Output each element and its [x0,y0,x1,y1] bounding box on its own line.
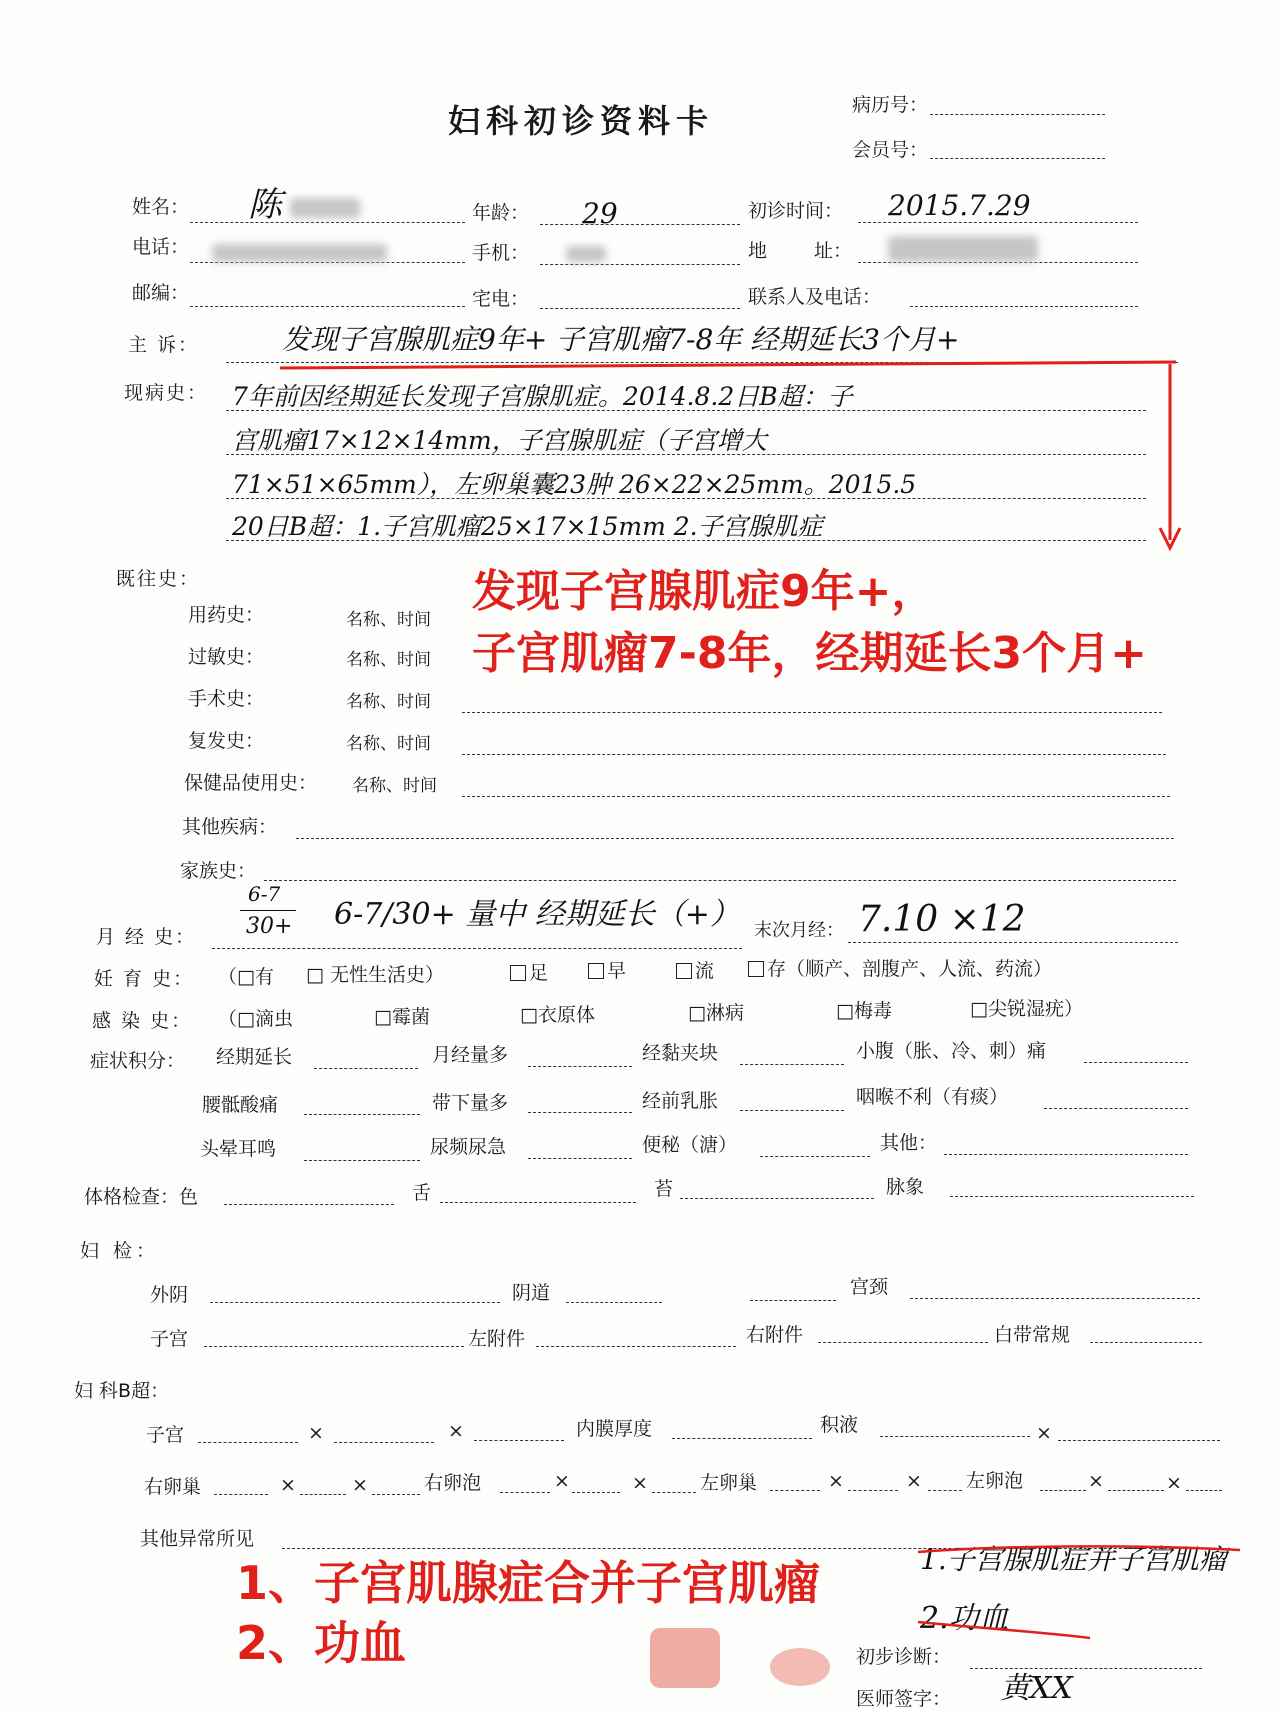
right-follicle-label: 右卵泡 [424,1472,482,1494]
bus-x-1: × [308,1422,324,1444]
diagnosis-red-underline-2 [918,1622,1090,1638]
allergy-label: 过敏史： [188,646,265,668]
left-ovary-label: 左卵巢 [700,1472,758,1494]
last-period-value: 7.10 ×12 [858,899,1026,940]
pregnancy-opt-have: （□有 [218,966,274,988]
effusion-label: 积液 [820,1414,859,1436]
form-title: 妇科初诊资料卡 [448,102,715,140]
pregnancy-opt-full: 足 [510,964,548,983]
last-period-label: 末次月经： [754,920,844,941]
red-annotation-2-line1: 1、子宫肌腺症合并子宫肌瘤 [236,1556,821,1610]
diagnosis-hw-line1: 1.子宫腺肌症并子宫肌瘤 [920,1543,1227,1576]
doctor-signature: 黄XX [1000,1671,1073,1706]
menstrual-fraction-bottom: 30+ [246,914,293,939]
home-phone-label: 宅电： [472,288,530,310]
bus-x-6: × [554,1470,570,1492]
bus-x-4: × [280,1474,296,1496]
complaint-handwriting: 发现子宫腺肌症9年+ 子宫肌瘤7-8年 经期延长3个月+ [282,323,960,356]
medication-sub: 名称、时间 [346,610,431,630]
past-history-label: 既往史： [116,568,201,590]
complaint-label: 主 诉： [128,334,200,356]
infection-opt-trichomonas: （□滴虫 [218,1008,293,1030]
tongue-label: 舌 [412,1182,432,1204]
symptom-dizziness: 头晕耳鸣 [200,1138,277,1160]
vulva-label: 外阴 [150,1284,189,1306]
address-label-2: 址： [814,240,853,262]
mobile-label: 手机： [472,242,530,264]
surgery-sub: 名称、时间 [346,692,431,712]
complaint-underline [280,362,1176,368]
medication-label: 用药史： [188,604,265,626]
right-adnexa-label: 右附件 [746,1324,804,1346]
red-annotation-1-line1: 发现子宫腺肌症9年+， [472,566,936,617]
present-hw-line-1: 7年前因经期延长发现子宫腺肌症。2014.8.2日B超：子 [232,382,853,411]
first-visit-label: 初诊时间： [748,200,844,222]
postcode-label: 邮编： [132,282,190,304]
infection-opt-gonorrhea: □淋病 [688,1002,744,1024]
diagnosis-hw-line2: 2.功血 [920,1601,1009,1636]
symptom-constipation: 便秘（溏） [642,1134,738,1156]
present-hw-line-4: 20日B超：1.子宫肌瘤25×17×15mm 2.子宫腺肌症 [232,512,823,541]
present-history-label: 现病史： [124,382,209,404]
vagina-label: 阴道 [512,1282,551,1304]
bus-uterus-label: 子宫 [146,1424,185,1446]
age-label: 年龄： [472,202,530,224]
present-hw-line-3: 71×51×65mm），左卵巢囊23肿 26×22×25mm。2015.5 [232,470,917,499]
symptom-clots: 经黏夹块 [642,1042,719,1064]
menstrual-value: 6-7/30+ 量中 经期延长（+） [334,897,740,932]
member-no-label: 会员号： [852,139,929,161]
left-adnexa-label: 左附件 [468,1328,526,1350]
allergy-sub: 名称、时间 [346,650,431,670]
bus-x-9: × [906,1470,922,1492]
bus-x-2: × [448,1420,464,1442]
pregnancy-opt-no-sex: □ 无性生活史） [306,964,444,986]
symptom-urinary: 尿频尿急 [430,1136,507,1158]
bus-x-3: × [1036,1422,1052,1444]
contact-label: 联系人及电话： [748,286,882,308]
diagnosis-red-underline-1 [918,1546,1240,1552]
symptom-score-label: 症状积分： [90,1050,186,1072]
bus-x-8: × [828,1470,844,1492]
pregnancy-opt-abortion: 流 [676,962,714,981]
red-annotation-1-line2: 子宫肌瘤7-8年，经期延长3个月+ [472,628,1147,679]
name-value: 陈 [248,185,282,225]
symptom-throat: 咽喉不利（有痰） [856,1086,1009,1108]
symptom-backache: 腰骶酸痛 [202,1094,279,1116]
diagnosis-label: 初步诊断： [856,1646,952,1668]
health-product-sub: 名称、时间 [352,776,437,796]
symptom-other: 其他： [880,1132,938,1154]
pregnancy-opt-living: 存（顺产、剖腹产、人流、药流） [748,960,1052,979]
phone-label: 电话： [132,236,190,258]
present-hw-line-2: 宫肌瘤17×12×14mm，子宫腺肌症（子宫增大 [232,426,767,455]
recurrence-label: 复发史： [188,730,265,752]
record-no-label: 病历号： [852,94,929,116]
red-annotation-2-line2: 2、功血 [236,1616,407,1670]
right-ovary-label: 右卵巢 [144,1476,202,1498]
pregnancy-label: 妊 育 史： [94,968,195,990]
infection-opt-fungus: □霉菌 [374,1006,430,1028]
other-disease-label: 其他疾病： [182,816,278,838]
infection-opt-chlamydia: □衣原体 [520,1004,595,1026]
age-value: 29 [582,197,618,230]
leukorrhea-label: 白带常规 [994,1324,1071,1346]
address-label-1: 地 [748,240,768,262]
infection-label: 感 染 史： [92,1010,193,1032]
left-follicle-label: 左卵泡 [966,1470,1024,1492]
bus-x-11: × [1166,1472,1182,1494]
coating-label: 苔 [654,1178,674,1200]
infection-opt-syphilis: □梅毒 [836,1000,892,1022]
endometrium-label: 内膜厚度 [576,1418,653,1440]
doctor-signature-label: 医师签字： [856,1688,952,1710]
family-history-label: 家族史： [180,860,257,882]
b-ultrasound-label: 妇 科B超： [74,1380,170,1402]
cervix-label: 宫颈 [850,1276,889,1298]
symptom-heavy: 月经量多 [432,1044,509,1066]
bus-x-7: × [632,1472,648,1494]
uterus-label: 子宫 [150,1328,189,1350]
name-label: 姓名： [132,196,190,218]
menstrual-label: 月 经 史： [96,926,197,948]
surgery-label: 手术史： [188,688,265,710]
first-visit-value: 2015.7.29 [888,189,1031,222]
recurrence-sub: 名称、时间 [346,734,431,754]
menstrual-fraction-top: 6-7 [248,882,281,906]
symptom-breast: 经前乳胀 [642,1090,719,1112]
pregnancy-opt-premature: 早 [588,962,626,981]
other-abnormal-label: 其他异常所见 [140,1528,255,1550]
bus-x-5: × [352,1474,368,1496]
health-product-label: 保健品使用史： [184,772,318,794]
infection-opt-warts: □尖锐湿疣） [970,998,1083,1020]
bus-x-10: × [1088,1470,1104,1492]
pulse-label: 脉象 [886,1176,925,1198]
physical-exam-label: 体格检查：色 [84,1186,199,1208]
gyn-exam-label: 妇 检： [80,1240,160,1262]
symptom-abdominal: 小腹（胀、冷、刺）痛 [856,1040,1047,1062]
symptom-discharge: 带下量多 [432,1092,509,1114]
symptom-prolonged: 经期延长 [216,1046,293,1068]
